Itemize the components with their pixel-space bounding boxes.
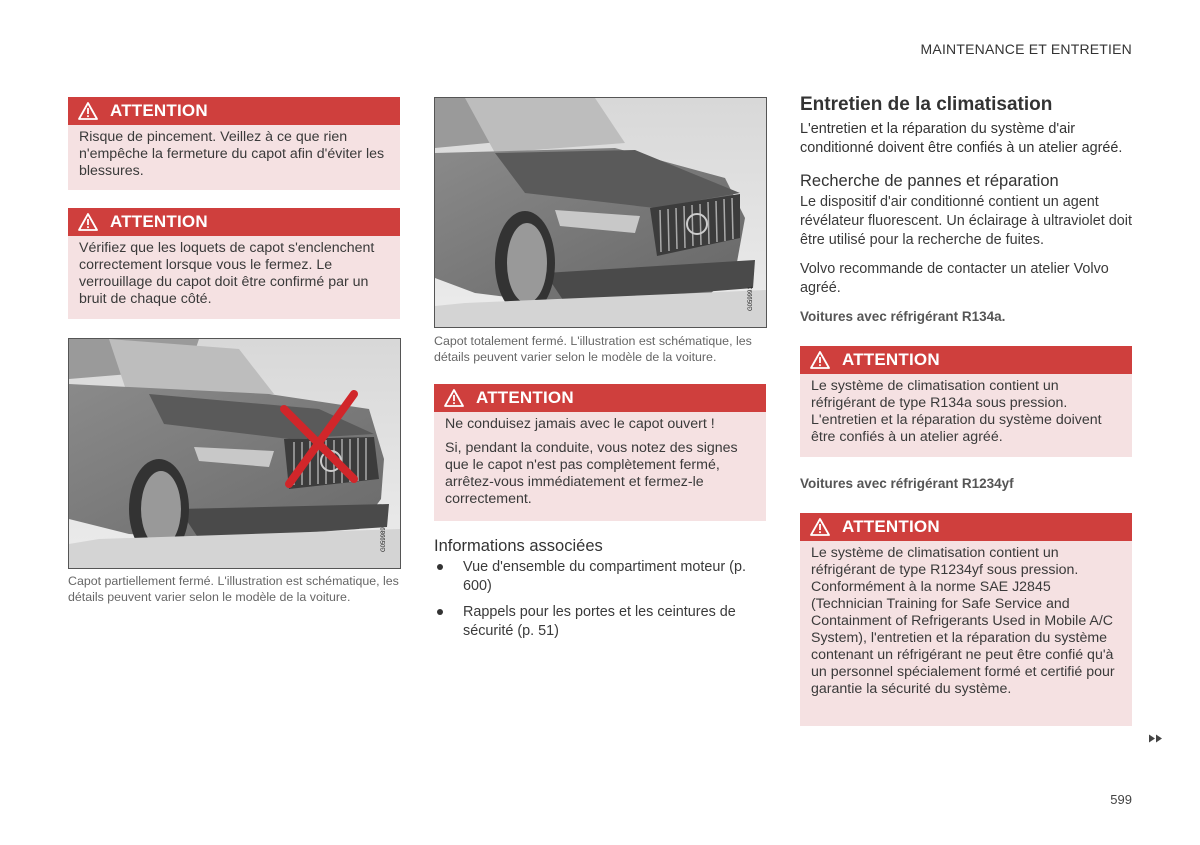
- warning-paragraph: Vérifiez que les loquets de capot s'enclenchent correctement lorsque vous le fermez. Le verrouillage du capot doit être confirmé par un bruit de chaque côté.: [79, 240, 375, 307]
- warning-title: ATTENTION: [110, 212, 208, 231]
- subsection-heading: Recherche de pannes et réparation: [800, 172, 1059, 190]
- warning-paragraph: Ne conduisez jamais avec le capot ouvert !: [445, 416, 715, 432]
- car-hood-closed-illustration: [435, 98, 766, 327]
- warning-paragraph: Risque de pincement. Veillez à ce que rien n'empêche la fermeture du capot afin d'éviter les blessures.: [79, 129, 385, 179]
- warning-header: [800, 513, 1132, 541]
- figure-caption: Capot partiellement fermé. L'illustration est schématique, les détails peuvent varier selon le modèle de la voiture.: [68, 574, 399, 604]
- intro-paragraph: L'entretien et la réparation du système d'air conditionné doivent être confiés à un atelier agréé.: [800, 121, 1123, 156]
- warning-triangle-icon: [810, 518, 830, 536]
- related-info-heading: Informations associées: [434, 537, 603, 555]
- car-hood-partially-closed-illustration: [69, 339, 400, 568]
- warning-triangle-icon: [810, 351, 830, 369]
- warning-triangle-icon: [78, 213, 98, 231]
- warning-text: [68, 236, 400, 316]
- warning-triangle-icon: [78, 102, 98, 120]
- related-info-list: [434, 558, 754, 648]
- warning-triangle-icon: [444, 389, 464, 407]
- figure-code: G059989: [381, 527, 387, 552]
- warning-header: [68, 208, 400, 236]
- warning-box-driving: [434, 384, 766, 521]
- warning-header: [434, 384, 766, 412]
- warning-box-r1234yf: [800, 513, 1132, 726]
- body-paragraph: Le dispositif d'air conditionné contient un agent révélateur fluorescent. Un éclairage à ultraviolet doit être utilisé pour la recherche de fuites.: [800, 194, 1132, 248]
- warning-title: ATTENTION: [476, 388, 574, 407]
- figure-code: G059991: [748, 286, 754, 311]
- section-title: Entretien de la climatisation: [800, 94, 1053, 115]
- warning-box-r134a: [800, 346, 1132, 457]
- figure-hood-partially-closed: [68, 338, 401, 569]
- warning-box-latch: [68, 208, 400, 319]
- figure-hood-fully-closed: [434, 97, 767, 328]
- related-link[interactable]: Vue d'ensemble du compartiment moteur (p. 600): [434, 558, 754, 596]
- minor-heading: Voitures avec réfrigérant R1234yf: [800, 476, 1014, 491]
- warning-title: ATTENTION: [842, 517, 940, 536]
- warning-paragraph: Le système de climatisation contient un réfrigérant de type R1234yf sous pression. Conformément à la norme SAE J2845 (Technician Training for Safe Service and Containment of Refrigerants Used in Mobile A/C System), l'entretien et la réparation du système contenant un réfrigérant ne peut être confié qu'à un personnel spécialement formé et certifié pour garantie la sécurité du système.: [811, 545, 1115, 697]
- figure-caption: Capot totalement fermé. L'illustration est schématique, les détails peuvent varier selon le modèle de la voiture.: [434, 334, 752, 364]
- body-paragraph: Volvo recommande de contacter un atelier Volvo agréé.: [800, 261, 1109, 296]
- related-link[interactable]: Rappels pour les portes et les ceintures de sécurité (p. 51): [434, 603, 754, 641]
- warning-text: [800, 541, 1132, 706]
- warning-paragraph: Le système de climatisation contient un réfrigérant de type R134a sous pression. L'entretien et la réparation du système doivent être confiés à un atelier agréé.: [811, 378, 1102, 445]
- section-header: MAINTENANCE ET ENTRETIEN: [920, 41, 1132, 57]
- warning-title: ATTENTION: [842, 350, 940, 369]
- warning-header: [800, 346, 1132, 374]
- warning-text: [800, 374, 1132, 454]
- page-number: 599: [1110, 792, 1132, 807]
- warning-header: [68, 97, 400, 125]
- warning-text: [68, 125, 400, 188]
- minor-heading: Voitures avec réfrigérant R134a.: [800, 309, 1006, 324]
- double-arrow-right-icon: [1148, 734, 1164, 746]
- warning-title: ATTENTION: [110, 101, 208, 120]
- warning-box-pinch: [68, 97, 400, 190]
- warning-paragraph: Si, pendant la conduite, vous notez des signes que le capot n'est pas complètement fermé, arrêtez-vous immédiatement et fermez-le correctement.: [445, 440, 738, 507]
- warning-text: [434, 412, 766, 516]
